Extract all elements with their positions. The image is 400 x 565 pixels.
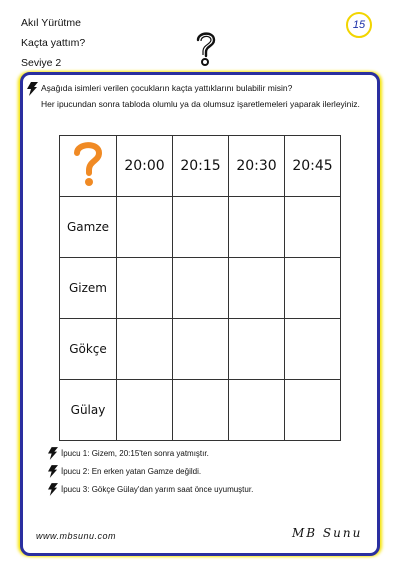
instruction-question: Aşağıda isimleri verilen çocukların kaçta yattıklarını bulabilir misin? [41, 83, 293, 93]
grid-answer-cell[interactable] [173, 197, 229, 258]
grid-answer-cell[interactable] [173, 380, 229, 441]
grid-answer-cell[interactable] [117, 258, 173, 319]
grid-answer-cell[interactable] [285, 319, 341, 380]
time-header-cell: 20:45 [285, 136, 341, 197]
instruction-directions: Her ipucundan sonra tabloda olumlu ya da olumsuz işaretlemeleri yaparak ilerleyiniz. [41, 99, 360, 109]
grid-answer-cell[interactable] [229, 197, 285, 258]
question-mark-doodle-icon [193, 30, 219, 68]
clue-text: İpucu 2: En erken yatan Gamze değildi. [61, 467, 202, 476]
worksheet-title: Kaçta yattım? [21, 37, 86, 49]
grid-row [60, 197, 341, 258]
clue-item [48, 466, 253, 484]
grid-row [60, 380, 341, 441]
clue-list [48, 448, 253, 502]
name-cell: Gizem [60, 258, 117, 319]
instructions [41, 80, 369, 112]
grid-answer-cell[interactable] [117, 319, 173, 380]
clue-item [48, 448, 253, 466]
name-cell: Gamze [60, 197, 117, 258]
clue-item [48, 484, 253, 502]
grid-answer-cell[interactable] [285, 258, 341, 319]
time-header-cell: 20:15 [173, 136, 229, 197]
grid-header-row [60, 136, 341, 197]
grid-answer-cell[interactable] [173, 319, 229, 380]
website-url: www.mbsunu.com [36, 531, 117, 541]
orange-question-mark-icon [71, 140, 105, 188]
grid-corner-cell [60, 136, 117, 197]
brand-signature: MB Sunu [292, 526, 363, 540]
grid-row [60, 319, 341, 380]
lightning-bolt-icon [27, 82, 38, 96]
grid-answer-cell[interactable] [229, 319, 285, 380]
grid-row [60, 258, 341, 319]
lightning-bolt-icon [48, 483, 58, 496]
grid-answer-cell[interactable] [173, 258, 229, 319]
clue-text: İpucu 3: Gökçe Gülay'dan yarım saat önce uyumuştur. [61, 485, 254, 494]
grid-answer-cell[interactable] [117, 380, 173, 441]
grid-answer-cell[interactable] [229, 380, 285, 441]
time-header-cell: 20:30 [229, 136, 285, 197]
logic-grid [59, 135, 341, 441]
worksheet-level: Seviye 2 [21, 57, 62, 69]
name-cell: Gökçe [60, 319, 117, 380]
page-number-badge: 15 [346, 12, 372, 38]
clue-text: İpucu 1: Gizem, 20:15'ten sonra yatmıştır. [61, 449, 209, 458]
grid-answer-cell[interactable] [285, 380, 341, 441]
worksheet-category: Akıl Yürütme [21, 17, 81, 29]
lightning-bolt-icon [48, 447, 58, 460]
time-header-cell: 20:00 [117, 136, 173, 197]
grid-answer-cell[interactable] [285, 197, 341, 258]
name-cell: Gülay [60, 380, 117, 441]
grid-answer-cell[interactable] [229, 258, 285, 319]
lightning-bolt-icon [48, 465, 58, 478]
grid-answer-cell[interactable] [117, 197, 173, 258]
